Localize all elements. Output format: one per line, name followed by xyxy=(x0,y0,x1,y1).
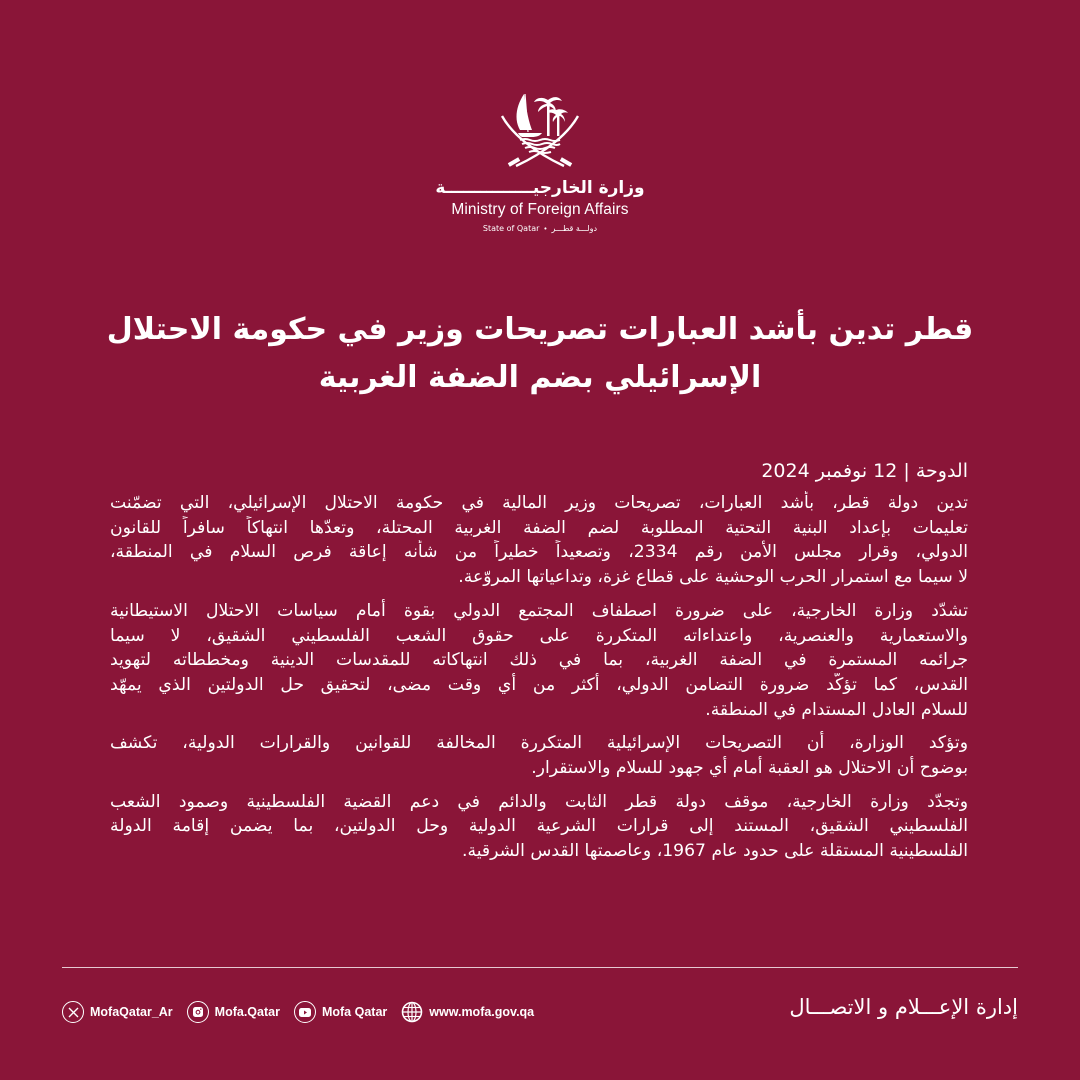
social-label: Mofa Qatar xyxy=(321,1005,388,1019)
text-line: للسلام العادل المستدام في المنطقة. xyxy=(705,699,968,720)
department-name: إدارة الإعـــلام و الاتصـــال xyxy=(789,995,1018,1019)
separator-dot-icon: • xyxy=(543,225,548,233)
text-line: وتؤكد الوزارة، أن التصريحات الإسرائيلية المتكررة المخالفة للقوانين والقرارات الدولية، تكشف xyxy=(110,733,968,754)
text-line: لا سيما مع استمرار الحرب الوحشية على قطاع غزة، وتداعياتها المروّعة. xyxy=(458,567,968,588)
title-line-1: قطر تدين بأشد العبارات تصريحات وزير في حكومة الاحتلال xyxy=(106,312,974,347)
paragraph xyxy=(110,491,968,590)
statement-body xyxy=(110,491,968,873)
logo-arabic-name: وزارة الخارجيـــــــــــــــة xyxy=(435,178,645,198)
social-label: Mofa.Qatar xyxy=(214,1005,280,1019)
social-link-instagram[interactable] xyxy=(187,1001,280,1023)
paragraph xyxy=(110,599,968,723)
logo-subtitle xyxy=(483,224,597,234)
instagram-icon xyxy=(187,1001,209,1023)
footer-divider xyxy=(62,967,1018,968)
page-title xyxy=(90,306,990,402)
text-line: القدس، كما تؤكّد ضرورة التضامن الدولي، أكثر من أي وقت مضى، لتحقيق حل الدولتين الذي يمهّد xyxy=(110,674,968,695)
title-line-2: الإسرائيلي بضم الضفة الغربية xyxy=(318,360,762,395)
dateline: الدوحة | 12 نوفمبر 2024 xyxy=(761,460,968,482)
text-line: والاستعمارية والعنصرية، واعتداءاته المتكررة على حقوق الشعب الفلسطيني الشقيق، لا سيما xyxy=(110,625,968,646)
text-line: بوضوح أن الاحتلال هو العقبة أمام أي جهود للسلام والاستقرار. xyxy=(531,758,968,779)
text-line: وتجدّد وزارة الخارجية، موقف دولة قطر الثابت والدائم في دعم القضية الفلسطينية وصمود الشعب xyxy=(110,791,968,812)
ministry-logo xyxy=(0,86,1080,234)
youtube-icon xyxy=(294,1001,316,1023)
social-link-x[interactable] xyxy=(62,1001,173,1023)
text-line: تدين دولة قطر، بأشد العبارات، تصريحات وزير المالية في حكومة الاحتلال الإسرائيلي، التي تضمّنت xyxy=(110,493,968,513)
social-links xyxy=(62,997,534,1027)
logo-sub-en: State of Qatar xyxy=(482,224,540,233)
text-line: الدولي، وقرار مجلس الأمن رقم 2334، وتصعيداً خطيراً من شأنه إعاقة فرص السلام في المنطقة، xyxy=(110,542,968,563)
qatar-emblem-icon xyxy=(498,86,582,172)
globe-icon xyxy=(401,1001,423,1023)
paragraph xyxy=(110,790,968,864)
text-line: تعليمات بإعداد البنية التحتية المطلوبة لضم الضفة الغربية المحتلة، وتعدّها انتهاكاً سافراً للقانون xyxy=(110,517,968,538)
logo-english-name: Ministry of Foreign Affairs xyxy=(451,201,629,218)
x-twitter-icon xyxy=(62,1001,84,1023)
social-label: www.mofa.gov.qa xyxy=(429,1005,535,1019)
social-label: MofaQatar_Ar xyxy=(90,1005,173,1019)
text-line: جرائمه المستمرة في الضفة الغربية، بما في ذلك انتهاكاته للمقدسات الدينية ومخططاته لتهويد xyxy=(110,650,968,671)
social-link-website[interactable] xyxy=(401,1001,534,1023)
logo-sub-ar: دولـــة قطـــر xyxy=(551,224,598,233)
paragraph xyxy=(110,731,968,780)
text-line: الفلسطينية المستقلة على حدود عام 1967، وعاصمتها القدس الشرقية. xyxy=(462,841,968,862)
text-line: الفلسطيني الشقيق، المستند إلى قرارات الشرعية الدولية وحل الدولتين، بما يضمن إقامة الدولة xyxy=(110,816,968,837)
text-line: تشدّد وزارة الخارجية، على ضرورة اصطفاف المجتمع الدولي بقوة أمام سياسات الاحتلال الاستيطانية xyxy=(110,600,968,621)
social-link-youtube[interactable] xyxy=(294,1001,387,1023)
